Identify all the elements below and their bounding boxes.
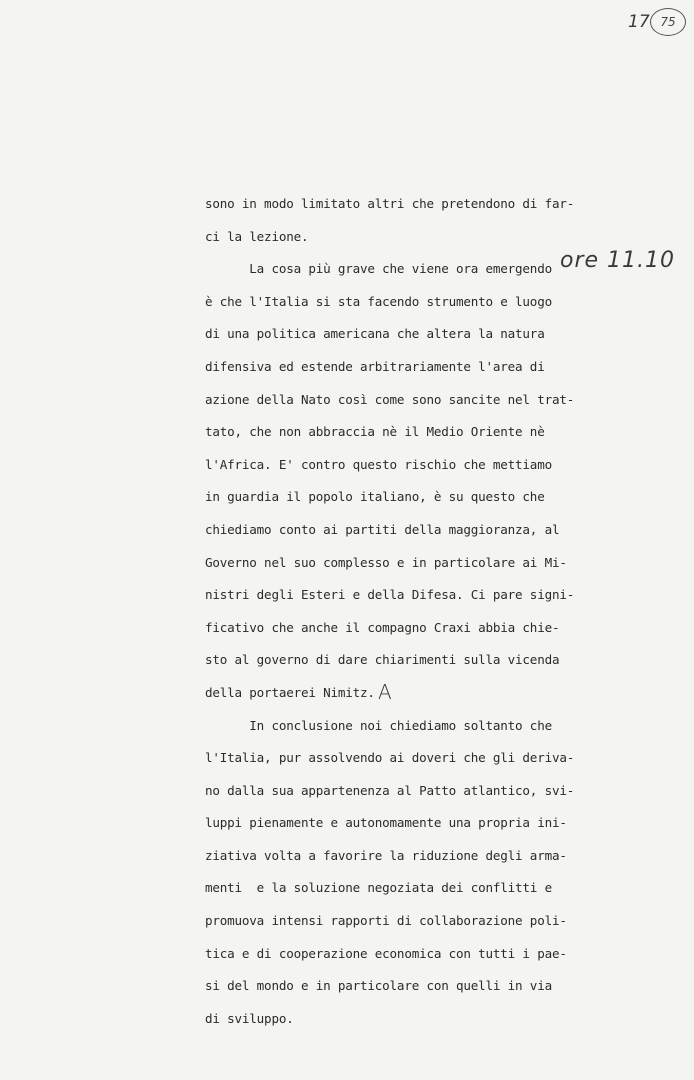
text-line: difensiva ed estende arbitrariamente l'area di [205,358,545,374]
text-line: ci la lezione. [205,228,309,244]
text-line: menti e la soluzione negoziata dei conflitti e [205,880,552,896]
text-line: In conclusione noi chiediamo soltanto che [205,717,552,733]
text-line: è che l'Italia si sta facendo strumento e luogo [205,293,552,309]
text-line: promuova intensi rapporti di collaborazione poli- [205,913,567,929]
text-line: l'Africa. E' contro questo rischio che mettiamo [205,456,552,472]
text-line: l'Italia, pur assolvendo ai doveri che gli deriva- [205,750,575,766]
text-line: nistri degli Esteri e della Difesa. Ci pare signi- [205,587,575,603]
text-line: no dalla sua appartenenza al Patto atlantico, svi- [205,782,575,798]
text-line: si del mondo e in particolare con quelli in via [205,978,552,994]
time-annotation: ore 11.10 [560,248,676,273]
text-line: di sviluppo. [205,1010,294,1026]
text-line: ficativo che anche il compagno Craxi abbia chie- [205,619,560,635]
text-line: Governo nel suo complesso e in particolare ai Mi- [205,554,567,570]
text-line: di una politica americana che altera la natura [205,326,545,342]
text-line: luppi pienamente e autonomamente una propria ini- [205,815,567,831]
text-line: azione della Nato così come sono sancite nel trat- [205,391,575,407]
text-line: La cosa più grave che viene ora emergendo [205,261,552,277]
text-line: ziativa volta a favorire la riduzione degli arma- [205,847,567,863]
text-line: in guardia il popolo italiano, è su questo che [205,489,545,505]
circled-page-number: 75 [650,8,686,36]
text-line: della portaerei Nimitz. [205,684,375,700]
typed-text-body [205,194,575,1041]
text-line: chiediamo conto ai partiti della maggioranza, al [205,521,560,537]
page-number: 17 [628,12,650,32]
text-line: sono in modo limitato altri che pretendono di far- [205,196,575,211]
text-line: tato, che non abbraccia nè il Medio Oriente nè [205,424,545,440]
margin-marker: A [378,680,392,704]
text-line: tica e di cooperazione economica con tutti i pae- [205,945,567,961]
text-line: sto al governo di dare chiarimenti sulla vicenda [205,652,560,668]
